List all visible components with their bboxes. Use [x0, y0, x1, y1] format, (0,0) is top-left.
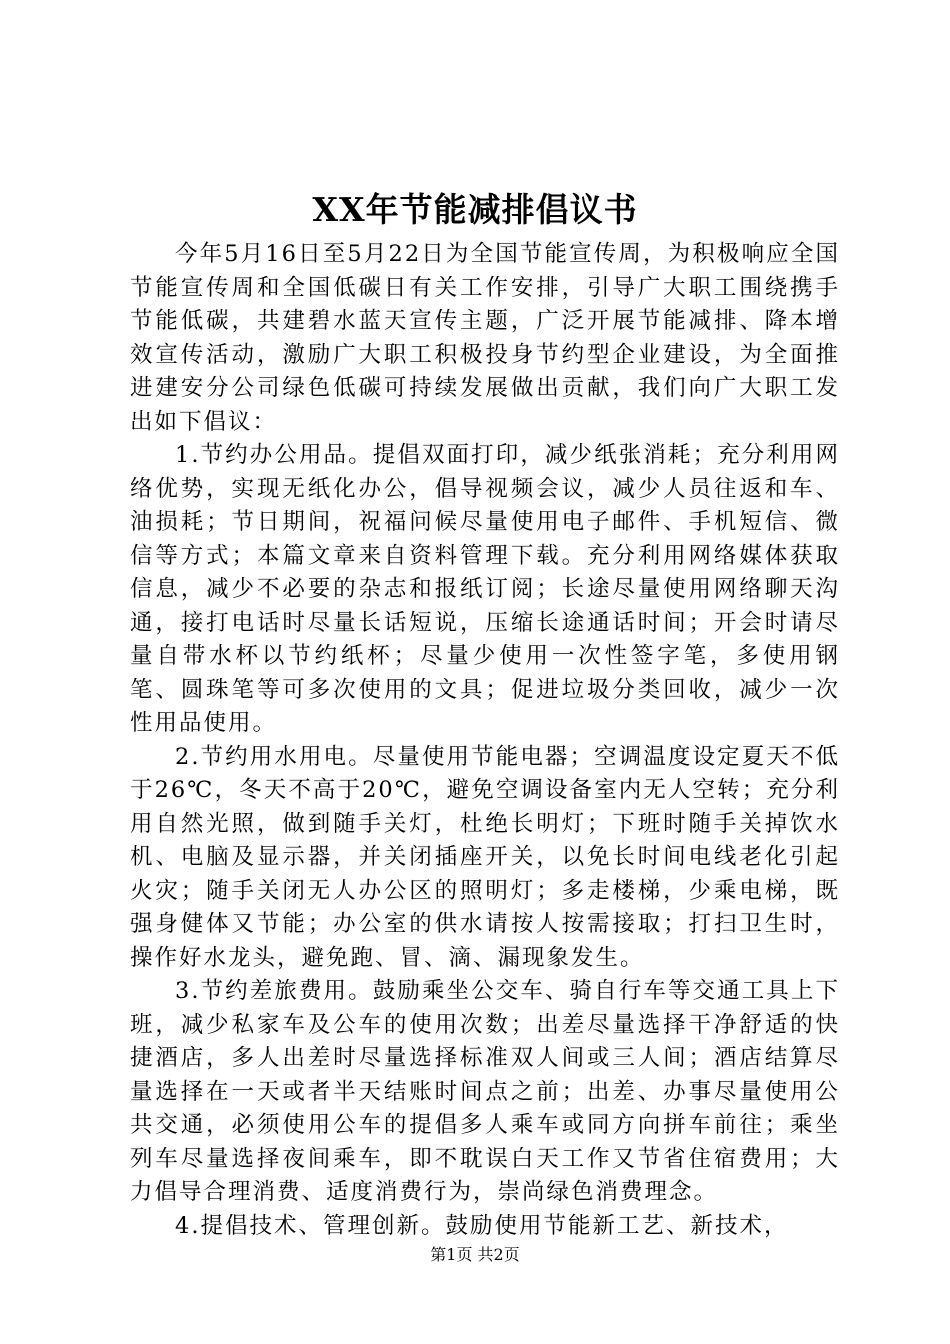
paragraph-item-1: 1.节约办公用品。提倡双面打印，减少纸张消耗；充分利用网络优势，实现无纸化办公，倡导视频会议，减少人员往返和车、油损耗；节日期间，祝福问候尽量使用电子邮件、手机短信、微信等方式；本篇文章来自资料管理下载。充分利用网络媒体获取信息，减少不必要的杂志和报纸订阅；长途尽量使用网络聊天沟通，接打电话时尽量长话短说，压缩长途通话时间；开会时请尽量自带水杯以节约纸杯；尽量少使用一次性签字笔，多使用钢笔、圆珠笔等可多次使用的文具；促进垃圾分类回收，减少一次性用品使用。: [130, 442, 840, 736]
document-body: [130, 238, 840, 1243]
document-title: XX年节能减排倡议书: [312, 190, 638, 229]
paragraph-intro: 今年5月16日至5月22日为全国节能宣传周，为积极响应全国节能宣传周和全国低碳日有关工作安排，引导广大职工围绕携手节能低碳，共建碧水蓝天宣传主题，广泛开展节能减排、降本增效宣传活动，激励广大职工积极投身节约型企业建设，为全面推进建安分公司绿色低碳可持续发展做出贡献，我们向广大职工发出如下倡议：: [130, 241, 840, 435]
paragraph-item-3: 3.节约差旅费用。鼓励乘坐公交车、骑自行车等交通工具上下班，减少私家车及公车的使用次数；出差尽量选择干净舒适的快捷酒店，多人出差时尽量选择标准双人间或三人间；酒店结算尽量选择在一天或者半天结账时间点之前；出差、办事尽量使用公共交通，必须使用公车的提倡多人乘车或同方向拼车前往；乘坐列车尽量选择夜间乘车，即不耽误白天工作又节省住宿费用；大力倡导合理消费、适度消费行为，崇尚绿色消费理念。: [130, 978, 840, 1205]
paragraph-item-2: 2.节约用水用电。尽量使用节能电器；空调温度设定夏天不低于26℃，冬天不高于20℃，避免空调设备室内无人空转；充分利用自然光照，做到随手关灯，杜绝长明灯；下班时随手关掉饮水机、电脑及显示器，并关闭插座开关，以免长时间电线老化引起火灾；随手关闭无人办公区的照明灯；多走楼梯，少乘电梯，既强身健体又节能；办公室的供水请按人按需接取；打扫卫生时，操作好水龙头，避免跑、冒、滴、漏现象发生。: [130, 743, 840, 971]
paragraph-item-4: 4.提倡技术、管理创新。鼓励使用节能新工艺、新技术，: [175, 1212, 789, 1239]
page-footer: 第1页 共2页: [430, 1245, 520, 1264]
